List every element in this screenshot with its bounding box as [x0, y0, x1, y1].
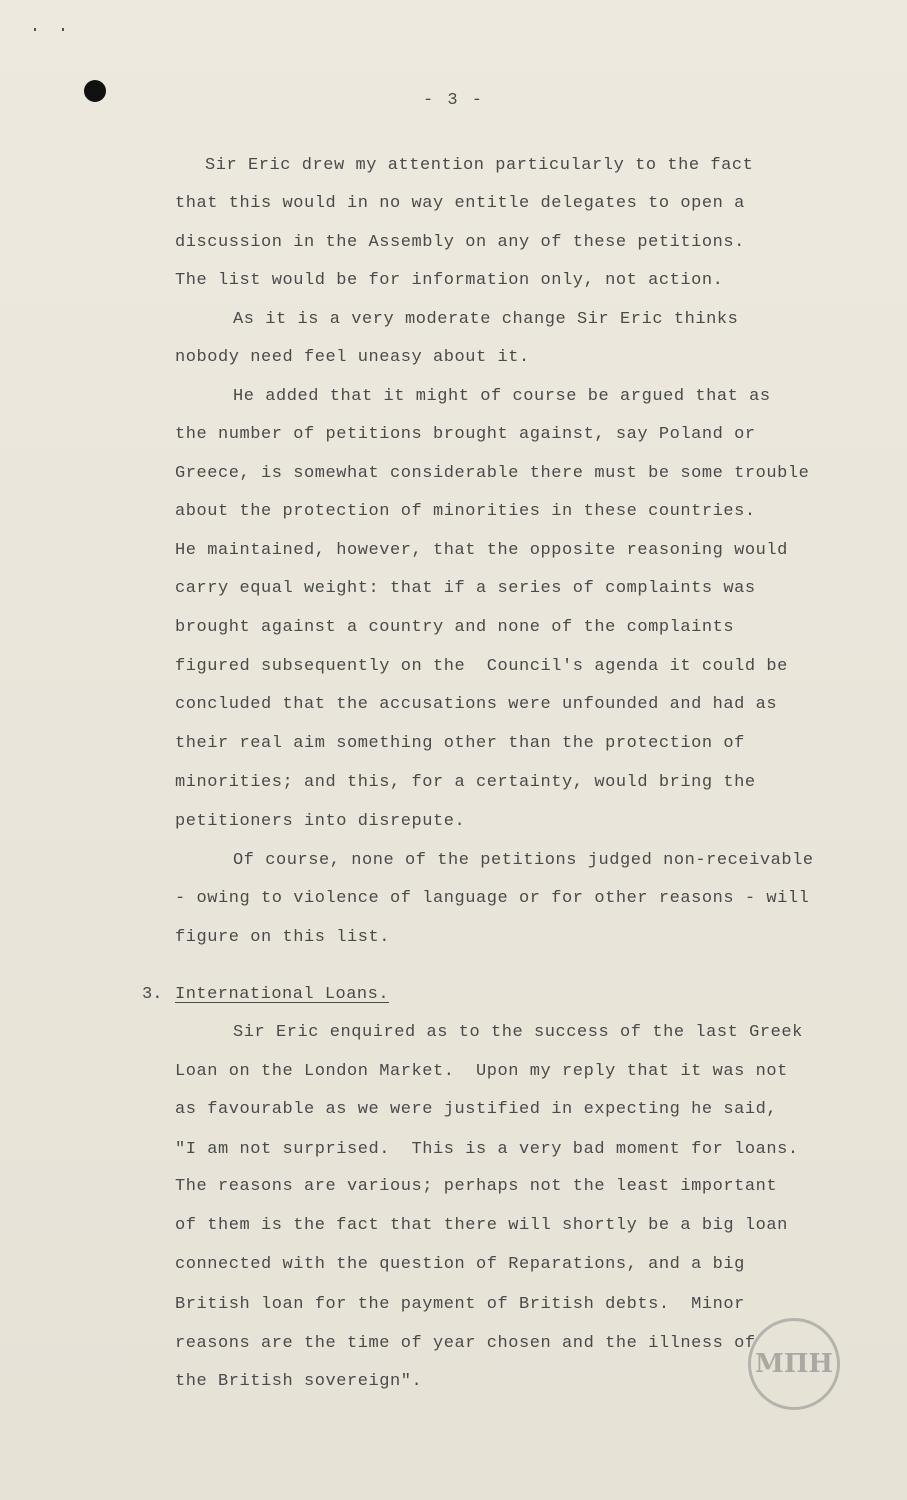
section-number: 3.: [142, 985, 163, 1004]
text-line: As it is a very moderate change Sir Eric thinks: [233, 310, 739, 329]
text-line: Sir Eric enquired as to the success of the last Greek: [233, 1023, 803, 1042]
text-line: that this would in no way entitle delegates to open a: [175, 194, 745, 213]
text-line: as favourable as we were justified in expecting he said,: [175, 1100, 778, 1119]
text-line: reasons are the time of year chosen and the illness of: [175, 1334, 756, 1353]
text-line: of them is the fact that there will shortly be a big loan: [175, 1216, 788, 1235]
text-line: The list would be for information only, not action.: [175, 271, 724, 290]
text-line: figured subsequently on the Council's agenda it could be: [175, 657, 788, 676]
text-line: British loan for the payment of British debts. Minor: [175, 1295, 745, 1314]
text-line: connected with the question of Reparations, and a big: [175, 1255, 745, 1274]
text-line: the British sovereign".: [175, 1372, 423, 1391]
section-title: International Loans.: [175, 985, 390, 1004]
text-line: concluded that the accusations were unfounded and had as: [175, 695, 778, 714]
stamp-text: MΠH: [755, 1349, 833, 1379]
text-line: The reasons are various; perhaps not the least important: [175, 1177, 778, 1196]
text-line: - owing to violence of language or for other reasons - will: [175, 889, 810, 908]
text-line: brought against a country and none of the complaints: [175, 618, 735, 637]
text-line: minorities; and this, for a certainty, would bring the: [175, 773, 756, 792]
text-line: about the protection of minorities in these countries.: [175, 502, 756, 521]
text-line: Greece, is somewhat considerable there must be some trouble: [175, 464, 810, 483]
text-line: discussion in the Assembly on any of these petitions.: [175, 233, 745, 252]
text-line: Sir Eric drew my attention particularly to the fact: [205, 156, 754, 175]
text-line: petitioners into disrepute.: [175, 812, 466, 831]
text-line: their real aim something other than the protection of: [175, 734, 745, 753]
text-line: Of course, none of the petitions judged non-receivable: [233, 851, 814, 870]
text-line: figure on this list.: [175, 928, 391, 947]
text-line: He added that it might of course be argued that as: [233, 387, 771, 406]
speck: [62, 28, 64, 31]
text-line: nobody need feel uneasy about it.: [175, 348, 530, 367]
archive-stamp: [748, 1318, 840, 1410]
text-line: the number of petitions brought against, say Poland or: [175, 425, 756, 444]
text-line: "I am not surprised. This is a very bad moment for loans.: [175, 1140, 799, 1159]
text-line: He maintained, however, that the opposite reasoning would: [175, 541, 788, 560]
page-number: - 3 -: [422, 91, 484, 110]
text-line: carry equal weight: that if a series of complaints was: [175, 579, 756, 598]
speck: [34, 28, 36, 31]
text-line: Loan on the London Market. Upon my reply that it was not: [175, 1062, 788, 1081]
